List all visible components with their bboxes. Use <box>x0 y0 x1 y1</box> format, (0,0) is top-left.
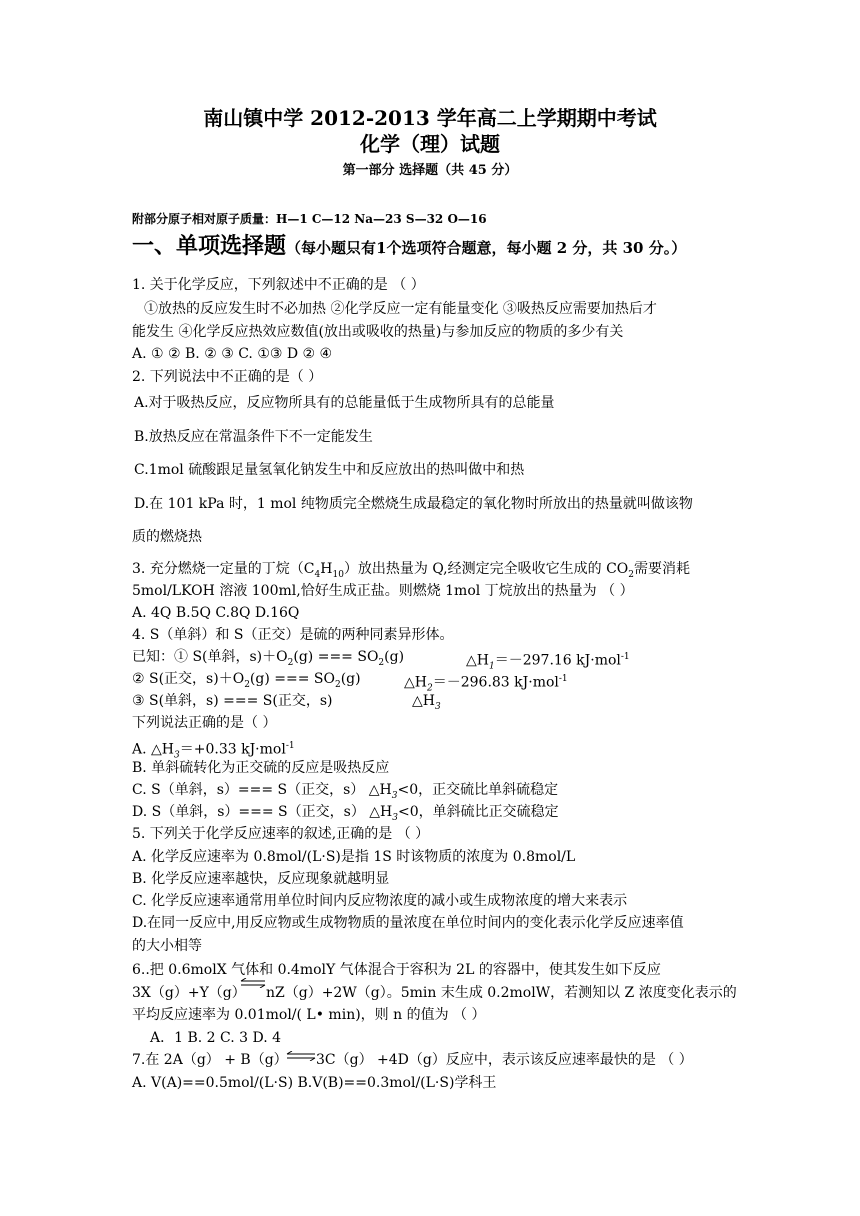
eq-text: (g) === SO <box>249 671 335 687</box>
q4-stem: 4. S（单斜）和 S（正交）是硫的两种同素异形体。 <box>132 627 454 643</box>
opt-text: <0，正交硫比单斜硫稳定 <box>397 782 559 798</box>
subscript: 10 <box>332 569 344 580</box>
section-title: 一、单项选择题 <box>132 233 287 259</box>
q6-options: A．1 B. 2 C. 3 D. 4 <box>150 1030 282 1046</box>
subscript: 2 <box>334 679 341 690</box>
q5-stem: 5. 下列关于化学反应速率的叙述,正确的是 （ ） <box>132 826 430 842</box>
q2-option-d: D.在 101 kPa 时，1 mol 纯物质完全燃烧生成最稳定的氧化物时所放出的热量就叫做该物 <box>134 496 693 512</box>
superscript: -1 <box>558 674 568 684</box>
dh-text: △H <box>412 693 435 709</box>
dotted-char: 有 <box>361 239 377 257</box>
exam-subtitle: 化学（理）试题 <box>360 132 500 156</box>
subscript: 2 <box>426 683 433 694</box>
q2-option-b: B.放热反应在常温条件下不一定能发生 <box>134 429 373 445</box>
q2-option-d-cont: 质的燃烧热 <box>132 529 202 545</box>
subscript: 2 <box>287 657 294 668</box>
eq-text: (g) === SO <box>293 649 379 665</box>
part-heading: 第一部分 选择题（共 45 分） <box>342 163 518 178</box>
q2-option-a: A.对于吸热反应，反应物所具有的总能量低于生成物所具有的总能量 <box>134 395 555 411</box>
reversible-arrow-icon <box>286 1051 316 1061</box>
q5-option-d-cont: 的大小相等 <box>132 938 202 954</box>
eq-text: (g) <box>340 671 361 687</box>
dotted-char: 个 <box>386 239 402 257</box>
q2-stem: 2. 下列说法中不正确的是（ ） <box>132 369 323 385</box>
subscript: 2 <box>244 679 250 690</box>
dotted-char: 只 <box>346 239 362 257</box>
q6-reaction-right: nZ（g）+2W（g）。5min 末生成 0.2molW，若测知以 Z 浓度变化表示的 <box>266 985 737 1001</box>
subscript: 4 <box>314 569 321 580</box>
superscript: -1 <box>285 741 295 751</box>
section-heading <box>132 232 686 262</box>
dh-text: ＝－296.83 kJ·mol <box>432 674 559 691</box>
q4-option-b: B. 单斜硫转化为正交硫的反应是吸热反应 <box>132 760 390 776</box>
opt-text: D. S（单斜，s）=== S（正交，s） △H <box>132 804 393 820</box>
q3-stem <box>132 560 690 584</box>
opt-text: <0，单斜硫比正交硫稳定 <box>397 804 559 820</box>
q4-option-d <box>132 803 559 827</box>
q3-text: H <box>320 561 333 577</box>
q7-stem-left: 7.在 2A（g） + B（g） <box>132 1052 288 1068</box>
section-instr-a: （每小题 <box>286 239 347 257</box>
subscript: 3 <box>174 750 180 761</box>
eq-text: (g) <box>384 649 405 665</box>
section-instr-b: 选项符合题意，每小题 2 分，共 30 分。） <box>401 239 687 257</box>
opt-text: ＝+0.33 kJ·mol <box>179 741 286 758</box>
dotted-char: 1 · <box>376 239 386 257</box>
q3-stem-cont: 5mol/LKOH 溶液 100ml,恰好生成正盐。则燃烧 1mol 丁烷放出的热量为 （ ） <box>132 583 634 599</box>
q4-known-3-dh <box>412 692 441 716</box>
superscript: -1 <box>620 652 630 662</box>
subscript: 2 <box>378 657 385 668</box>
q1-statements-1: ①放热的反应发生时不必加热 ②化学反应一定有能量变化 ③吸热反应需要加热后才 <box>144 301 657 317</box>
q3-options: A. 4Q B.5Q C.8Q D.16Q <box>132 605 300 621</box>
q5-option-a: A. 化学反应速率为 0.8mol/(L·S)是指 1S 时该物质的浓度为 0.8mol/L <box>132 849 576 865</box>
opt-text: C. S（单斜，s）=== S（正交，s） △H <box>132 782 392 798</box>
q1-stem: 1. 关于化学反应，下列叙述中不正确的是 （ ） <box>132 277 425 293</box>
exam-title: 南山镇中学 2012-2013 学年高二上学期期中考试 <box>203 106 657 130</box>
q1-statements-2: 能发生 ④化学反应热效应数值(放出或吸收的热量)与参加反应的物质的多少有关 <box>132 324 624 340</box>
subscript: 3 <box>391 790 398 801</box>
q3-text: ）放出热量为 Q,经测定完全吸收它生成的 CO <box>343 561 629 577</box>
q1-options: A. ① ② B. ② ③ C. ①③ D ② ④ <box>132 346 333 362</box>
q4-known-2 <box>132 670 361 694</box>
opt-text: A. △H <box>132 741 174 758</box>
q5-option-b: B. 化学反应速率越快，反应现象就越明显 <box>132 871 390 887</box>
eq-text: 已知：① S(单斜，s)＋O <box>132 649 288 665</box>
subscript: 1 <box>488 661 495 672</box>
q4-ask: 下列说法正确的是（ ） <box>132 715 277 731</box>
reversible-arrow-icon <box>240 978 266 988</box>
subscript: 3 <box>392 812 398 823</box>
q6-stem-cont: 平均反应速率为 0.01mol/( L• min)，则 n 的值为 （ ） <box>132 1007 486 1023</box>
q3-text: 需要消耗 <box>634 561 690 577</box>
q7-stem-right: 3C（g） +4D（g）反应中，表示该反应速率最快的是 （ ） <box>316 1052 693 1068</box>
q4-known-3: ③ S(单斜，s) === S(正交，s) <box>132 693 333 709</box>
q6-stem: 6..把 0.6molX 气体和 0.4molY 气体混合于容积为 2L 的容器中，使其发生如下反应 <box>132 962 661 978</box>
atomic-masses-note: 附部分原子相对原子质量：H—1 C—12 Na—23 S—32 O—16 <box>132 212 487 226</box>
dh-text: △H <box>466 652 489 669</box>
eq-text: ② S(正交，s)＋O <box>132 671 245 687</box>
q4-known-1 <box>132 648 404 672</box>
q5-option-c: C. 化学反应速率通常用单位时间内反应物浓度的减小或生成物浓度的增大来表示 <box>132 893 628 909</box>
q7-options: A. V(A)==0.5mol/(L·S) B.V(B)==0.3mol/(L·S)学科王 <box>132 1075 497 1091</box>
dh-text: ＝－297.16 kJ·mol <box>494 652 621 669</box>
q3-text: 3. 充分燃烧一定量的丁烷（C <box>132 561 315 577</box>
subscript: 3 <box>434 701 441 712</box>
q4-option-c <box>132 781 558 805</box>
dh-text: △H <box>404 674 427 691</box>
q2-option-c: C.1mol 硫酸跟足量氢氧化钠发生中和反应放出的热叫做中和热 <box>134 462 525 478</box>
subscript: 2 <box>628 569 634 580</box>
q6-reaction-left: 3X（g）+Y（g） <box>132 985 246 1001</box>
q5-option-d: D.在同一反应中,用反应物或生成物物质的量浓度在单位时间内的变化表示化学反应速率值 <box>132 915 684 931</box>
